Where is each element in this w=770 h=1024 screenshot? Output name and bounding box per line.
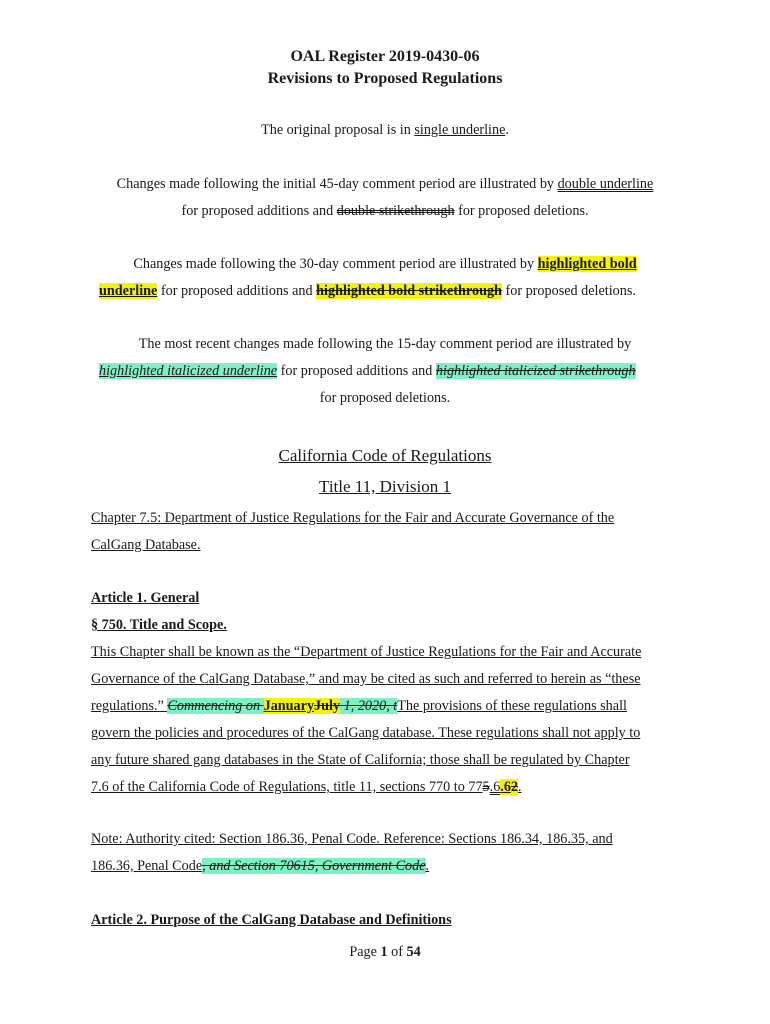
note-line-2 — [91, 857, 429, 875]
article-2-heading: Article 2. Purpose of the CalGang Database and Definitions — [91, 912, 452, 928]
body-text: 186.36, Penal Code — [91, 858, 203, 874]
code-title: California Code of Regulations — [278, 446, 492, 465]
legend-paragraph-3-line-1 — [0, 255, 770, 273]
legend-double-underline-term: double underline — [557, 176, 654, 192]
chapter-heading-line-2: CalGang Database. — [91, 537, 201, 553]
deleted-bold-text: July — [314, 698, 341, 714]
legend-paragraph-2-line-1 — [0, 175, 770, 193]
article-1-heading: Article 1. General — [91, 590, 200, 606]
legend-text: for proposed deletions. — [501, 283, 636, 299]
legend-single-underline-term: single underline — [414, 122, 506, 138]
legend-text: Changes made following the initial 45-day comment period are illustrated by — [116, 176, 558, 192]
page-total: 54 — [406, 944, 421, 960]
legend-double-strikethrough-term: double strikethrough — [336, 203, 455, 219]
deleted-italic-text: , and Section 70615, Government Code — [202, 858, 426, 874]
legend-text: for proposed additions and — [181, 203, 337, 219]
legend-paragraph-3-line-2 — [99, 282, 636, 300]
section-750-line-5: any future shared gang databases in the State of California; those shall be regulated by Chapter — [91, 752, 630, 768]
page-number: 1 — [380, 944, 388, 960]
deleted-italic-text: 1, 2020, t — [340, 698, 398, 714]
page-of-label: of — [387, 944, 407, 960]
body-text: . — [425, 858, 430, 874]
doc-title: OAL Register 2019-0430-06 — [290, 48, 480, 65]
legend-highlighted-bold-underline-term: underline — [99, 283, 158, 299]
body-text: regulations.” — [91, 698, 168, 714]
page-label: Page — [349, 944, 381, 960]
section-750-line-6 — [91, 778, 522, 796]
legend-paragraph-2-line-2 — [0, 202, 770, 220]
deleted-double-strike-text: 5 — [482, 779, 490, 795]
doc-subtitle: Revisions to Proposed Regulations — [267, 70, 503, 87]
section-750-line-1: This Chapter shall be known as the “Department of Justice Regulations for the Fair and Accurate — [91, 644, 642, 660]
legend-text: The original proposal is in — [261, 122, 415, 138]
code-division: Title 11, Division 1 — [319, 477, 451, 496]
section-750-line-2: Governance of the CalGang Database,” and may be cited as such and referred to herein as “these — [91, 671, 641, 687]
deleted-bold-text: 2 — [510, 779, 519, 795]
section-750-line-4: govern the policies and procedures of the CalGang database. These regulations shall not apply to — [91, 725, 641, 741]
added-bold-text: January — [263, 698, 315, 714]
chapter-heading-line-1: Chapter 7.5: Department of Justice Regulations for the Fair and Accurate Governance of the — [91, 510, 615, 526]
body-text: 7.6 of the California Code of Regulations, title 11, sections 770 to 77 — [91, 779, 483, 795]
legend-text: Changes made following the 30-day comment period are illustrated by — [133, 256, 538, 272]
legend-text: . — [505, 122, 509, 138]
body-text: . — [518, 779, 522, 795]
added-bold-text: .6 — [500, 779, 511, 795]
legend-highlighted-italic-underline-term: highlighted italicized underline — [99, 363, 278, 379]
note-line-1: Note: Authority cited: Section 186.36, Penal Code. Reference: Sections 186.34, 186.35, and — [91, 831, 613, 847]
deleted-italic-text: Commencing on — [167, 698, 264, 714]
legend-text: for proposed additions and — [277, 363, 436, 379]
legend-paragraph-4-line-3: for proposed deletions. — [319, 390, 451, 406]
legend-highlighted-italic-strikethrough-term: highlighted italicized strikethrough — [435, 363, 636, 379]
legend-paragraph-4-line-1: The most recent changes made following the 15-day comment period are illustrated by — [138, 336, 632, 352]
added-double-underline-text: .6 — [489, 779, 501, 795]
legend-paragraph-1 — [0, 121, 770, 139]
section-750-line-3 — [91, 697, 627, 715]
page-footer — [0, 943, 770, 961]
legend-paragraph-4-line-2 — [99, 362, 636, 380]
legend-highlighted-bold-term: highlighted bold — [537, 256, 637, 272]
body-text: The provisions of these regulations shall — [397, 698, 627, 714]
legend-highlighted-bold-strikethrough-term: highlighted bold strikethrough — [316, 283, 502, 299]
legend-text: for proposed deletions. — [454, 203, 589, 219]
section-750-heading: § 750. Title and Scope. — [91, 617, 227, 633]
legend-text: for proposed additions and — [157, 283, 317, 299]
